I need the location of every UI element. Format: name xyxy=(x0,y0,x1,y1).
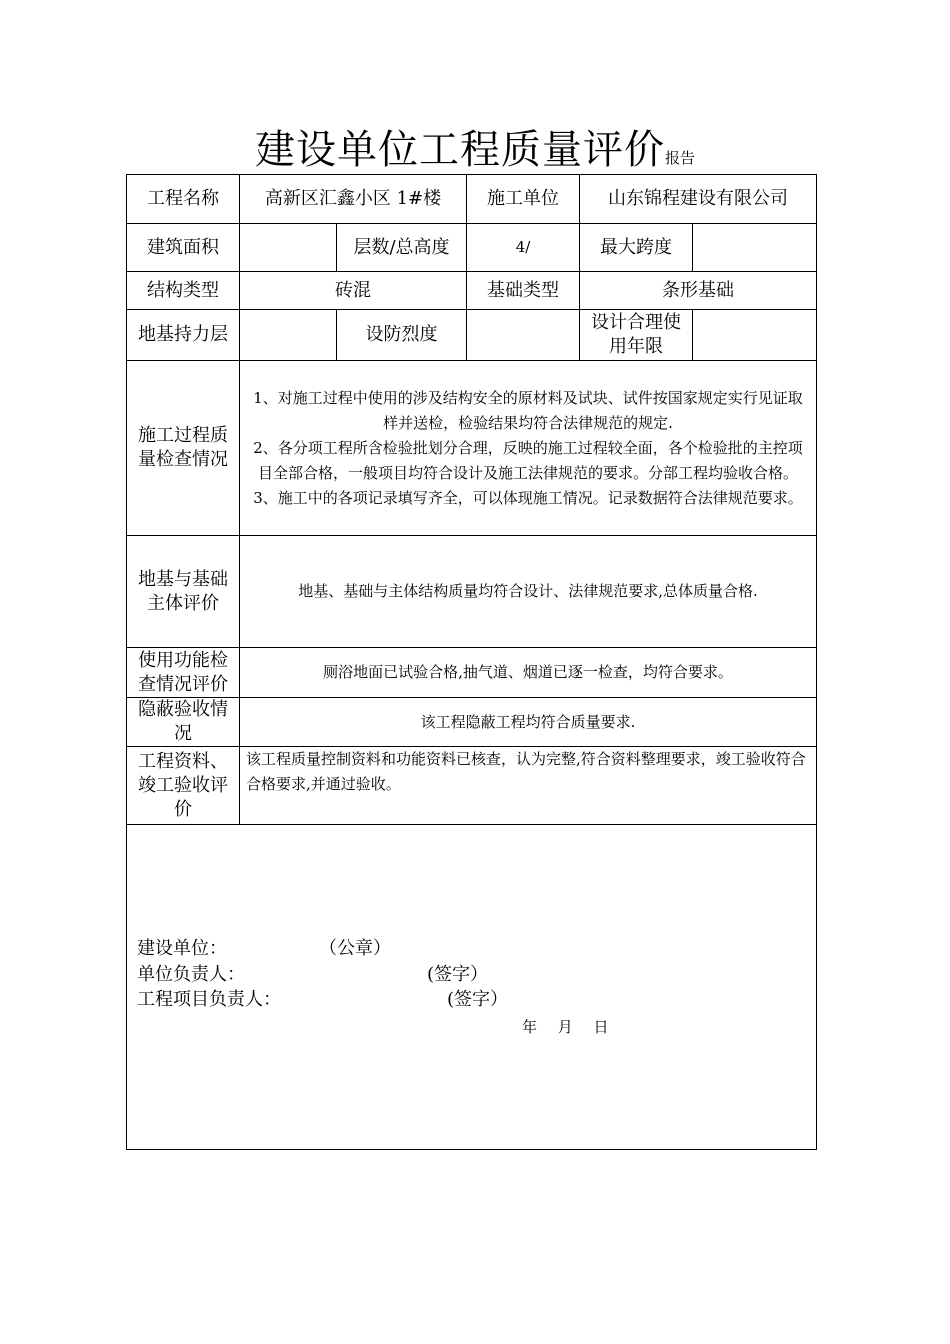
span-label: 最大跨度 xyxy=(580,224,693,272)
row-building-area xyxy=(127,224,817,272)
seismic-value xyxy=(467,310,580,361)
signature-block xyxy=(127,825,816,1149)
evaluation-form-table xyxy=(126,174,817,1150)
foundation-type-label: 基础类型 xyxy=(467,272,580,310)
row-function-check xyxy=(127,648,817,698)
official-seal: （公章） xyxy=(319,938,391,959)
project-name-value: 高新区汇鑫小区 1#楼 xyxy=(240,175,467,224)
foundation-type-value: 条形基础 xyxy=(580,272,817,310)
span-value xyxy=(693,224,817,272)
row-foundation-eval xyxy=(127,536,817,648)
function-value: 厕浴地面已试验合格,抽气道、烟道已逐一检查，均符合要求。 xyxy=(240,648,817,698)
docs-value: 该工程质量控制资料和功能资料已核查，认为完整,符合资料整理要求，竣工验收符合合格要求,并通过验收。 xyxy=(240,747,817,825)
row-structure-type xyxy=(127,272,817,310)
foundation-eval-label: 地基与基础主体评价 xyxy=(127,536,240,648)
seismic-label: 设防烈度 xyxy=(337,310,467,361)
process-label: 施工过程质量检查情况 xyxy=(127,361,240,536)
concealed-label: 隐蔽验收情况 xyxy=(127,698,240,747)
function-label: 使用功能检查情况评价 xyxy=(127,648,240,698)
contractor-label: 施工单位 xyxy=(467,175,580,224)
builder-unit-label: 建设单位： xyxy=(137,938,227,959)
row-bearing-layer xyxy=(127,310,817,361)
row-process-check xyxy=(127,361,817,536)
project-name-label: 工程名称 xyxy=(127,175,240,224)
project-manager-label: 工程项目负责人： xyxy=(137,989,281,1010)
docs-label: 工程资料、竣工验收评价 xyxy=(127,747,240,825)
bearing-layer-label: 地基持力层 xyxy=(127,310,240,361)
service-life-label: 设计合理使用年限 xyxy=(580,310,693,361)
signature-cell xyxy=(127,825,817,1150)
process-content xyxy=(240,361,817,536)
row-project-name xyxy=(127,175,817,224)
structure-value: 砖混 xyxy=(240,272,467,310)
bearing-layer-value xyxy=(240,310,337,361)
title-main: 建设单位工程质量评价 xyxy=(254,127,665,173)
title-suffix: 报告 xyxy=(664,149,695,167)
process-item-1: 1、对施工过程中使用的涉及结构安全的原材料及试块、试件按国家规定实行见证取样并送检，检验结果均符合法律规范的规定. xyxy=(253,388,803,432)
row-docs-eval xyxy=(127,747,817,825)
row-signature xyxy=(127,825,817,1150)
floors-label: 层数/总高度 xyxy=(337,224,467,272)
unit-leader-signature: (签字） xyxy=(427,964,489,985)
area-label: 建筑面积 xyxy=(127,224,240,272)
contractor-value: 山东锦程建设有限公司 xyxy=(580,175,817,224)
process-item-2: 2、各分项工程所含检验批划分合理，反映的施工过程较全面，各个检验批的主控项目全部合格，一般项目均符合设计及施工法律规范的要求。分部工程均验收合格。 xyxy=(253,438,803,482)
unit-leader-label: 单位负责人： xyxy=(137,964,245,985)
area-value xyxy=(240,224,337,272)
document-title xyxy=(0,118,950,175)
service-life-value xyxy=(693,310,817,361)
structure-label: 结构类型 xyxy=(127,272,240,310)
sign-date: 年 月 日 xyxy=(522,1018,609,1036)
floors-value: 4/ xyxy=(467,224,580,272)
row-concealed-work xyxy=(127,698,817,747)
project-manager-signature: (签字） xyxy=(447,989,509,1010)
concealed-value: 该工程隐蔽工程均符合质量要求. xyxy=(240,698,817,747)
foundation-eval-value: 地基、基础与主体结构质量均符合设计、法律规范要求,总体质量合格. xyxy=(240,536,817,648)
process-item-3: 3、施工中的各项记录填写齐全，可以体现施工情况。记录数据符合法律规范要求。 xyxy=(253,488,803,507)
